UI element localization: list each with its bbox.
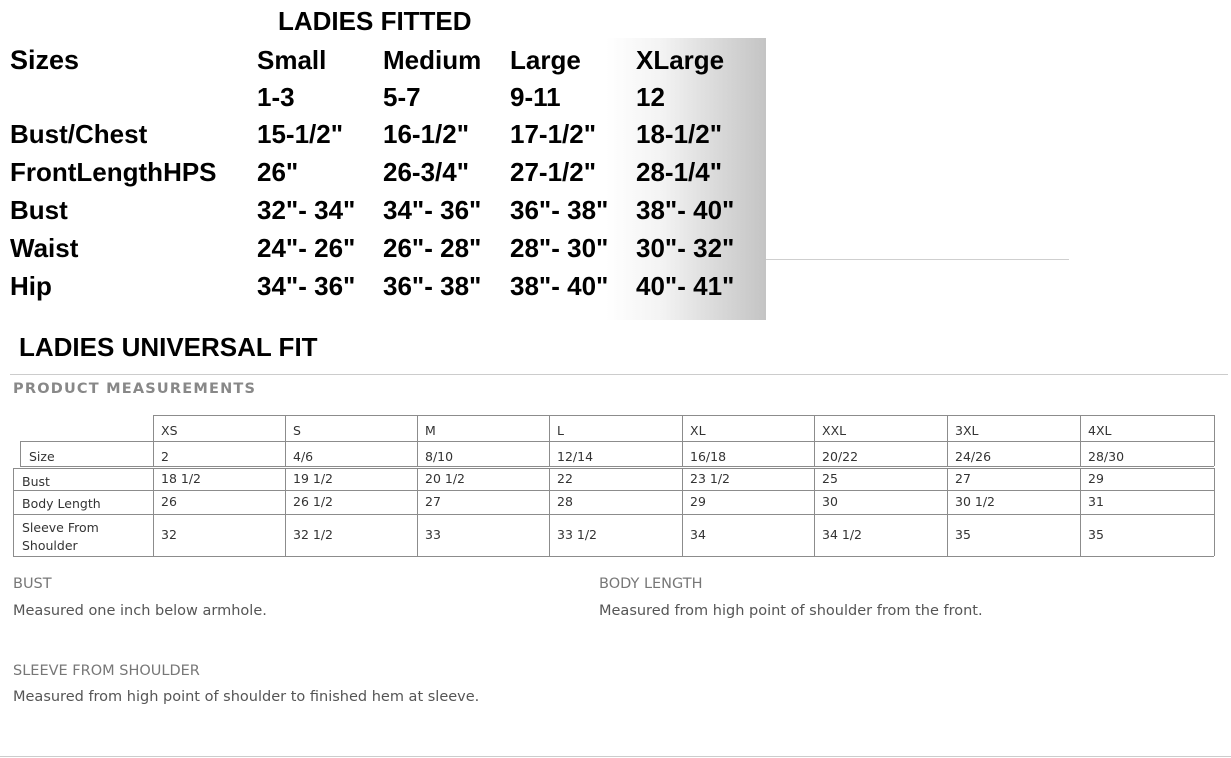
- fitted-size-header: Medium: [383, 45, 482, 75]
- column-header: XS: [161, 423, 178, 438]
- table-border: [153, 415, 1214, 416]
- table-cell: 26 1/2: [293, 494, 333, 509]
- fitted-value: 34"- 36": [383, 195, 482, 225]
- fitted-value: 27-1/2": [510, 157, 597, 187]
- table-border: [20, 466, 1214, 467]
- fitted-value: 17-1/2": [510, 119, 597, 149]
- table-cell: 31: [1088, 494, 1104, 509]
- table-border: [153, 415, 154, 466]
- fitted-value: 32"- 34": [257, 195, 356, 225]
- table-cell: 33 1/2: [557, 527, 597, 542]
- table-cell: 23 1/2: [690, 471, 730, 486]
- table-border: [1214, 415, 1215, 466]
- product-measurements-heading: PRODUCT MEASUREMENTS: [13, 381, 257, 397]
- row-label: Sleeve From Shoulder: [22, 520, 99, 553]
- table-cell: 30: [822, 494, 838, 509]
- fitted-value: 1-3: [257, 82, 295, 112]
- universal-title: LADIES UNIVERSAL FIT: [19, 332, 318, 362]
- column-header: XXL: [822, 423, 847, 438]
- definition-title: SLEEVE FROM SHOULDER: [13, 663, 200, 679]
- table-cell: 26: [161, 494, 177, 509]
- fitted-row-label: Hip: [10, 271, 52, 301]
- definition-text: Measured from high point of shoulder from the front.: [599, 603, 983, 619]
- table-border: [947, 415, 948, 466]
- table-cell: 25: [822, 471, 838, 486]
- table-cell: 27: [425, 494, 441, 509]
- fitted-value: 5-7: [383, 82, 421, 112]
- table-cell: 29: [690, 494, 706, 509]
- fitted-value: 30"- 32": [636, 233, 735, 263]
- fitted-row: [0, 269, 780, 303]
- fitted-row: [0, 117, 780, 151]
- table-border: [1214, 468, 1215, 556]
- definition-text: Measured one inch below armhole.: [13, 603, 267, 619]
- fitted-value: 26"- 28": [383, 233, 482, 263]
- fitted-value: 12: [636, 82, 665, 112]
- table-cell: 16/18: [690, 449, 727, 464]
- table-border: [417, 468, 418, 556]
- fitted-value: 15-1/2": [257, 119, 344, 149]
- fitted-value: 9-11: [510, 82, 561, 112]
- fitted-value: 36"- 38": [383, 271, 482, 301]
- fitted-row-label: Waist: [10, 233, 79, 263]
- column-header: L: [557, 423, 564, 438]
- table-cell: 34: [690, 527, 706, 542]
- definition-title: BUST: [13, 576, 52, 592]
- fitted-title: LADIES FITTED: [278, 6, 472, 36]
- row-label: Body Length: [22, 496, 101, 511]
- fitted-value: 26-3/4": [383, 157, 470, 187]
- fitted-value: 38"- 40": [636, 195, 735, 225]
- fitted-row-label: FrontLengthHPS: [10, 157, 217, 187]
- fitted-value: 26": [257, 157, 299, 187]
- table-cell: 34 1/2: [822, 527, 862, 542]
- table-cell: 33: [425, 527, 441, 542]
- fitted-value: 24"- 26": [257, 233, 356, 263]
- fitted-value: 36"- 38": [510, 195, 609, 225]
- fitted-row-label: Bust: [10, 195, 68, 225]
- fitted-row: [0, 155, 780, 189]
- table-cell: 2: [161, 449, 169, 464]
- table-cell: 28/30: [1088, 449, 1125, 464]
- definition-text: Measured from high point of shoulder to finished hem at sleeve.: [13, 689, 480, 705]
- table-cell: 27: [955, 471, 971, 486]
- fitted-size-header: Small: [257, 45, 327, 75]
- fitted-value: 40"- 41": [636, 271, 735, 301]
- table-border: [1080, 415, 1081, 466]
- fitted-value: 28"- 30": [510, 233, 609, 263]
- table-border: [417, 415, 418, 466]
- table-cell: 28: [557, 494, 573, 509]
- divider: [10, 374, 1228, 375]
- table-cell: 30 1/2: [955, 494, 995, 509]
- divider: [0, 756, 1231, 757]
- table-border: [285, 415, 286, 466]
- table-border: [947, 468, 948, 556]
- column-header: 4XL: [1088, 423, 1112, 438]
- table-cell: 20 1/2: [425, 471, 465, 486]
- table-border: [153, 468, 154, 556]
- table-cell: 22: [557, 471, 573, 486]
- table-cell: 20/22: [822, 449, 859, 464]
- column-header: 3XL: [955, 423, 979, 438]
- fitted-row-label: Bust/Chest: [10, 119, 148, 149]
- table-border: [549, 415, 550, 466]
- row-label: Size: [29, 449, 55, 464]
- divider: [766, 259, 1069, 260]
- fitted-value: 28-1/4": [636, 157, 723, 187]
- fitted-value: 34"- 36": [257, 271, 356, 301]
- table-cell: 19 1/2: [293, 471, 333, 486]
- table-cell: 24/26: [955, 449, 992, 464]
- definition-title: BODY LENGTH: [599, 576, 703, 592]
- table-border: [13, 468, 1214, 469]
- column-header: XL: [690, 423, 706, 438]
- table-border: [13, 514, 1214, 515]
- table-cell: 29: [1088, 471, 1104, 486]
- column-header: S: [293, 423, 301, 438]
- table-border: [682, 415, 683, 466]
- fitted-header-row: [0, 43, 780, 77]
- table-border: [814, 415, 815, 466]
- table-border: [682, 468, 683, 556]
- fitted-value: 16-1/2": [383, 119, 470, 149]
- table-border: [20, 441, 1214, 442]
- fitted-sizes-label: Sizes: [10, 45, 80, 75]
- table-border: [13, 468, 14, 556]
- table-cell: 32: [161, 527, 177, 542]
- table-cell: 35: [955, 527, 971, 542]
- fitted-row: [0, 80, 780, 114]
- table-border: [1080, 468, 1081, 556]
- fitted-size-header: Large: [510, 45, 581, 75]
- table-cell: 18 1/2: [161, 471, 201, 486]
- table-border: [814, 468, 815, 556]
- column-header: M: [425, 423, 436, 438]
- table-border: [549, 468, 550, 556]
- fitted-row: [0, 193, 780, 227]
- table-border: [13, 490, 1214, 491]
- table-cell: 35: [1088, 527, 1104, 542]
- table-cell: 4/6: [293, 449, 314, 464]
- fitted-value: 18-1/2": [636, 119, 723, 149]
- table-cell: 32 1/2: [293, 527, 333, 542]
- table-cell: 8/10: [425, 449, 454, 464]
- fitted-row: [0, 231, 780, 265]
- row-label: Bust: [22, 474, 50, 489]
- fitted-value: 38"- 40": [510, 271, 609, 301]
- table-border: [285, 468, 286, 556]
- table-cell: 12/14: [557, 449, 594, 464]
- fitted-size-header: XLarge: [636, 45, 725, 75]
- table-border: [13, 556, 1214, 557]
- table-border: [20, 441, 21, 466]
